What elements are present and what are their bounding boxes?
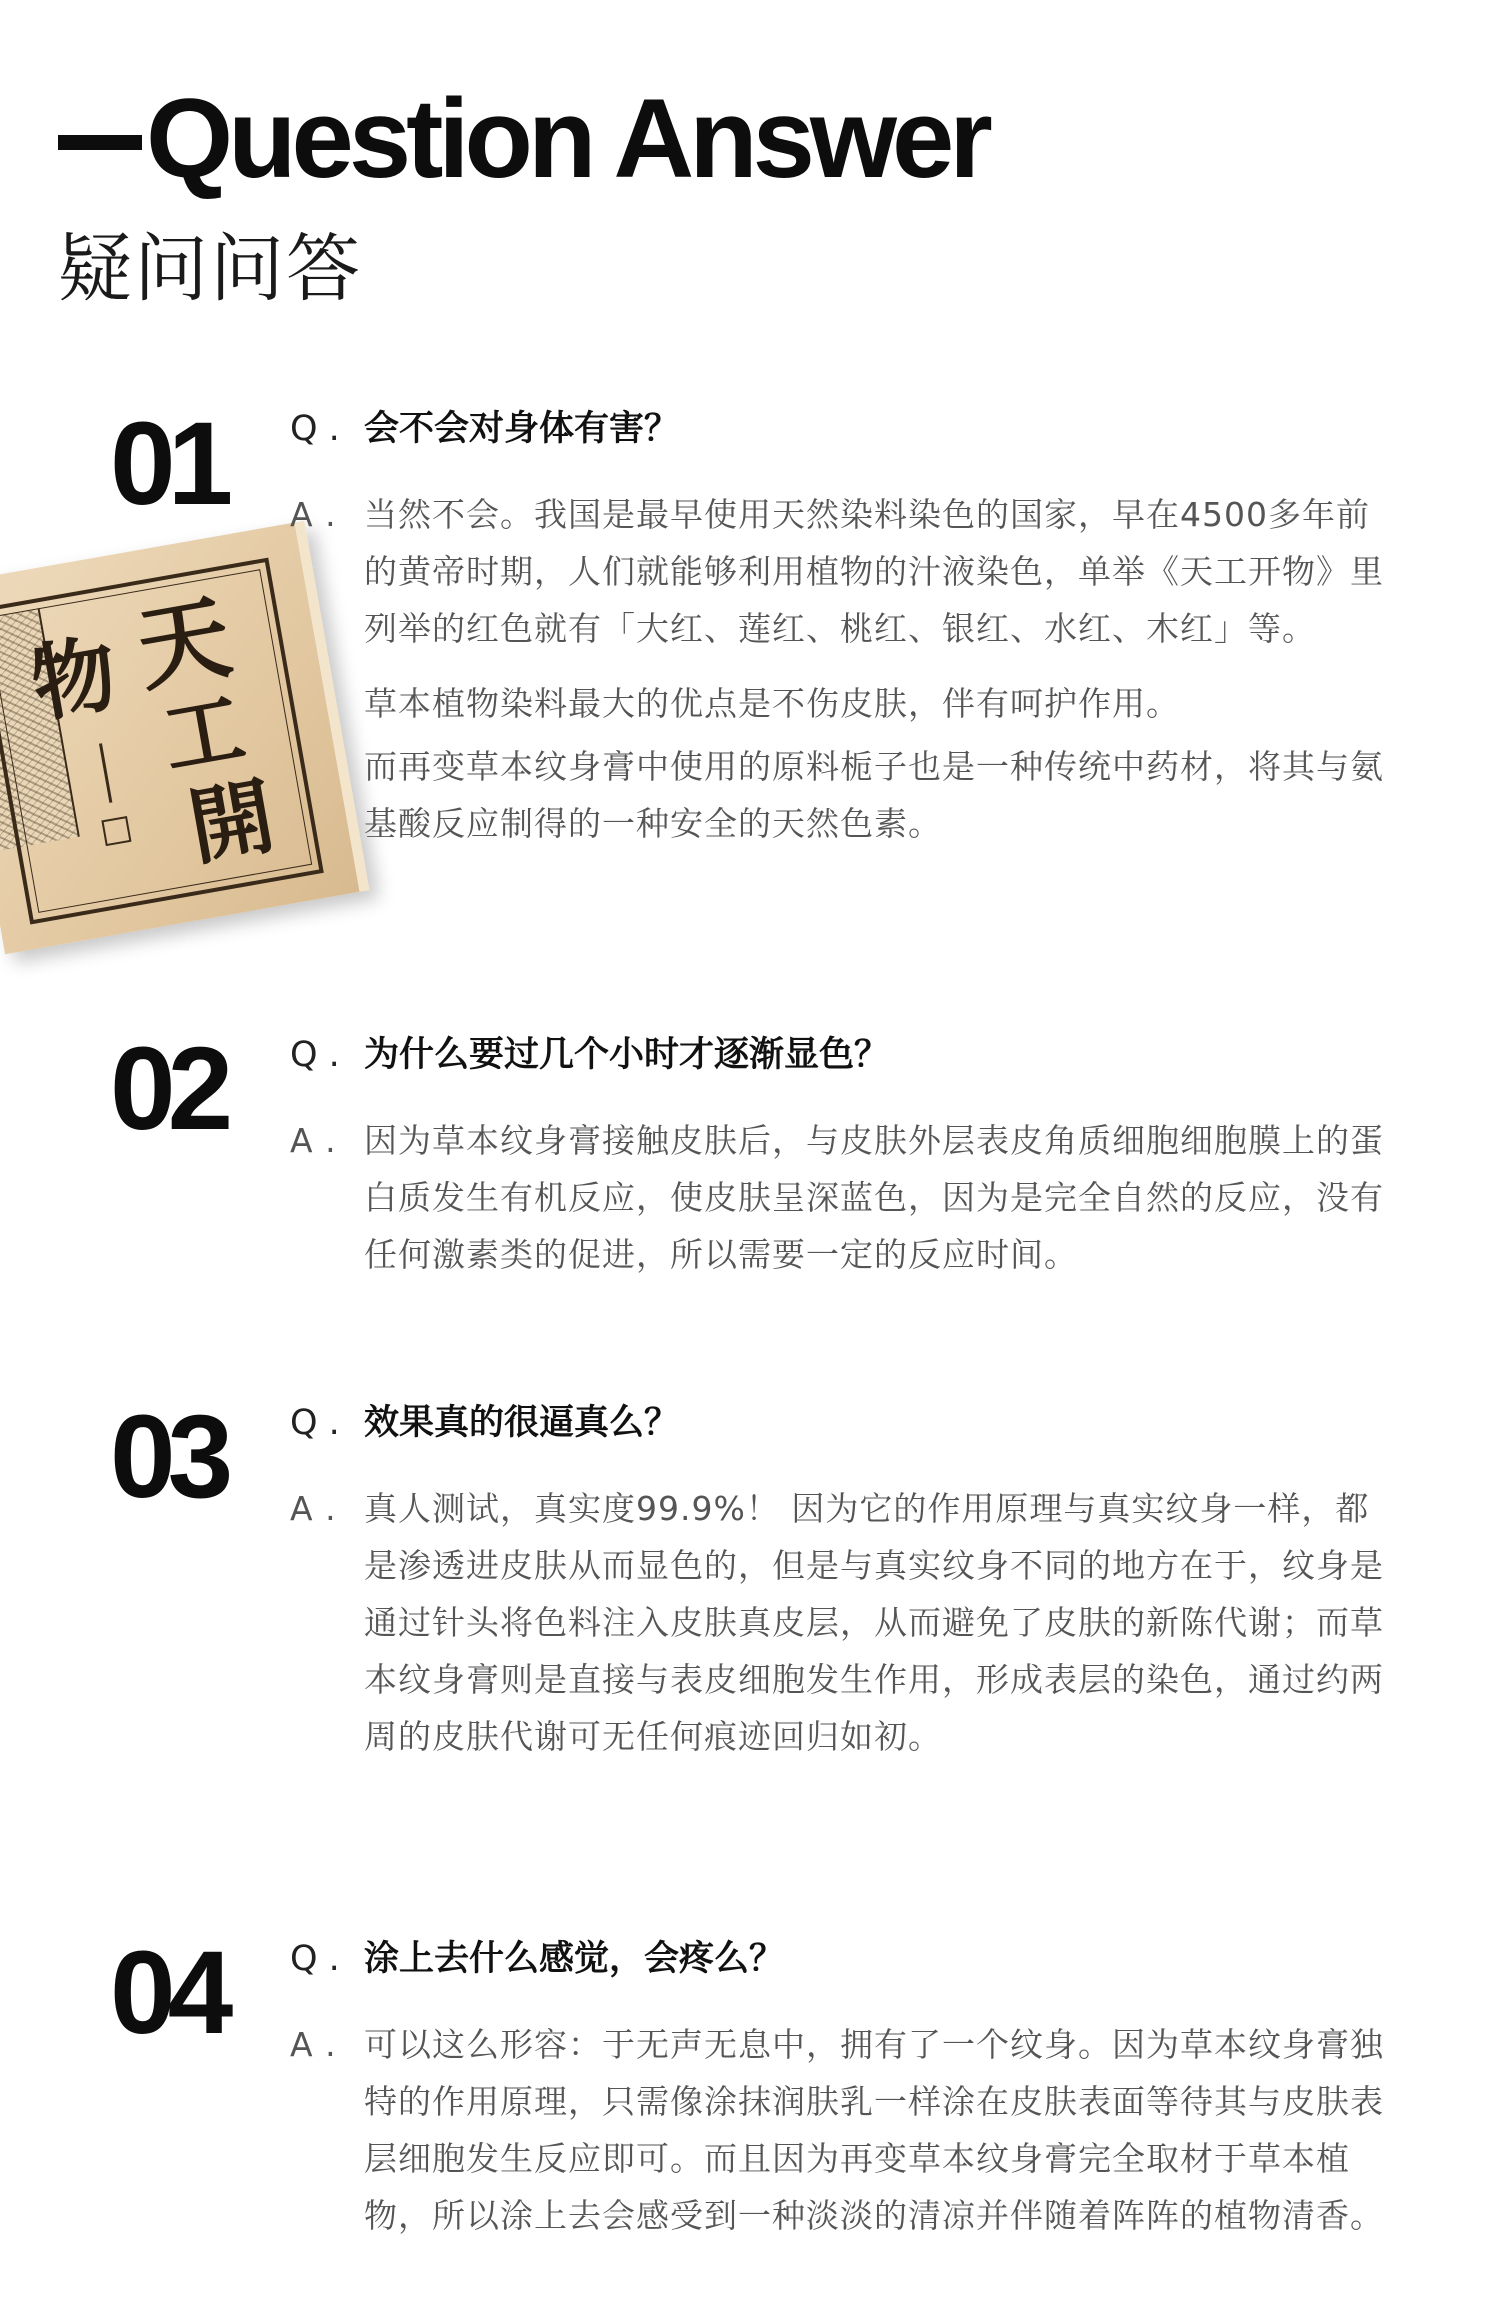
book-char-1: 天 [129,582,239,705]
answer-03 [290,1480,1400,1765]
page-title-cn: 疑问问答 [58,226,362,312]
book-char-2: 工 [156,680,252,787]
book-inscription [99,743,112,803]
answer-text: 当然不会。我国是最早使用天然染料染色的国家，早在4500多年前的黄帝时期，人们就能够利用植物的汁液染色，单举《天工开物》里列举的红色就有「大红、莲红、桃红、银红、水红、木红」等。 [364,495,1384,648]
qa-number-04: 04 [110,1927,226,2059]
answer-text: 真人测试，真实度99.9%！ 因为它的作用原理与真实纹身一样，都是渗透进皮肤从而显色的，但是与真实纹身不同的地方在于，纹身是通过针头将色料注入皮肤真皮层，从而避免了皮肤的新陈代谢；而草本纹身膏则是直接与表皮细胞发生作用，形成表层的染色，通过约两周的皮肤代谢可无任何痕迹回归如初。 [364,1489,1384,1756]
qa-number-01: 01 [110,398,226,530]
book-char-3: 開 [181,765,282,878]
question-02 [290,1034,889,1076]
answer-text: 因为草本纹身膏接触皮肤后，与皮肤外层表皮角质细胞细胞膜上的蛋白质发生有机反应，使皮肤呈深蓝色，因为是完全自然的反应，没有任何激素类的促进，所以需要一定的反应时间。 [364,1121,1384,1274]
q-prefix: Q . [290,1035,340,1075]
answer-text: 可以这么形容：于无声无息中，拥有了一个纹身。因为草本纹身膏独特的作用原理，只需像涂抹润肤乳一样涂在皮肤表面等待其与皮肤表层细胞发生反应即可。而且因为再变草本纹身膏完全取材于草本植物，所以涂上去会感受到一种淡淡的清凉并伴随着阵阵的植物清香。 [364,2025,1384,2235]
question-text: 涂上去什么感觉，会疼么？ [364,1939,785,1979]
answer-extra-1: 草本植物染料最大的优点是不伤皮肤，伴有呵护作用。 [364,684,1180,723]
a-prefix: A . [290,495,337,534]
question-03 [290,1402,679,1444]
answer-extra-2: 而再变草本纹身膏中使用的原料栀子也是一种传统中药材，将其与氨基酸反应制得的一种安全的天然色素。 [364,747,1384,843]
q-prefix: Q . [290,409,340,449]
question-04 [290,1938,784,1980]
answer-04 [290,2016,1400,2244]
a-prefix: A . [290,1121,337,1160]
question-text: 会不会对身体有害？ [364,409,680,449]
book-title-frame [0,558,324,925]
title-dash [58,135,142,150]
book-char-4: 物 [24,622,125,735]
q-prefix: Q . [290,1939,340,1979]
qa-number-03: 03 [110,1391,226,1523]
title-en-text: Question Answer [146,75,988,201]
qa-number-02: 02 [110,1023,226,1155]
question-01 [290,408,679,450]
page-title-en [58,75,988,201]
a-prefix: A . [290,2025,337,2064]
book-seal [101,816,131,846]
question-text: 为什么要过几个小时才逐渐显色？ [364,1035,890,1075]
question-text: 效果真的很逼真么？ [364,1403,680,1443]
q-prefix: Q . [290,1403,340,1443]
answer-02 [290,1112,1400,1283]
answer-01 [290,486,1400,852]
a-prefix: A . [290,1489,337,1528]
